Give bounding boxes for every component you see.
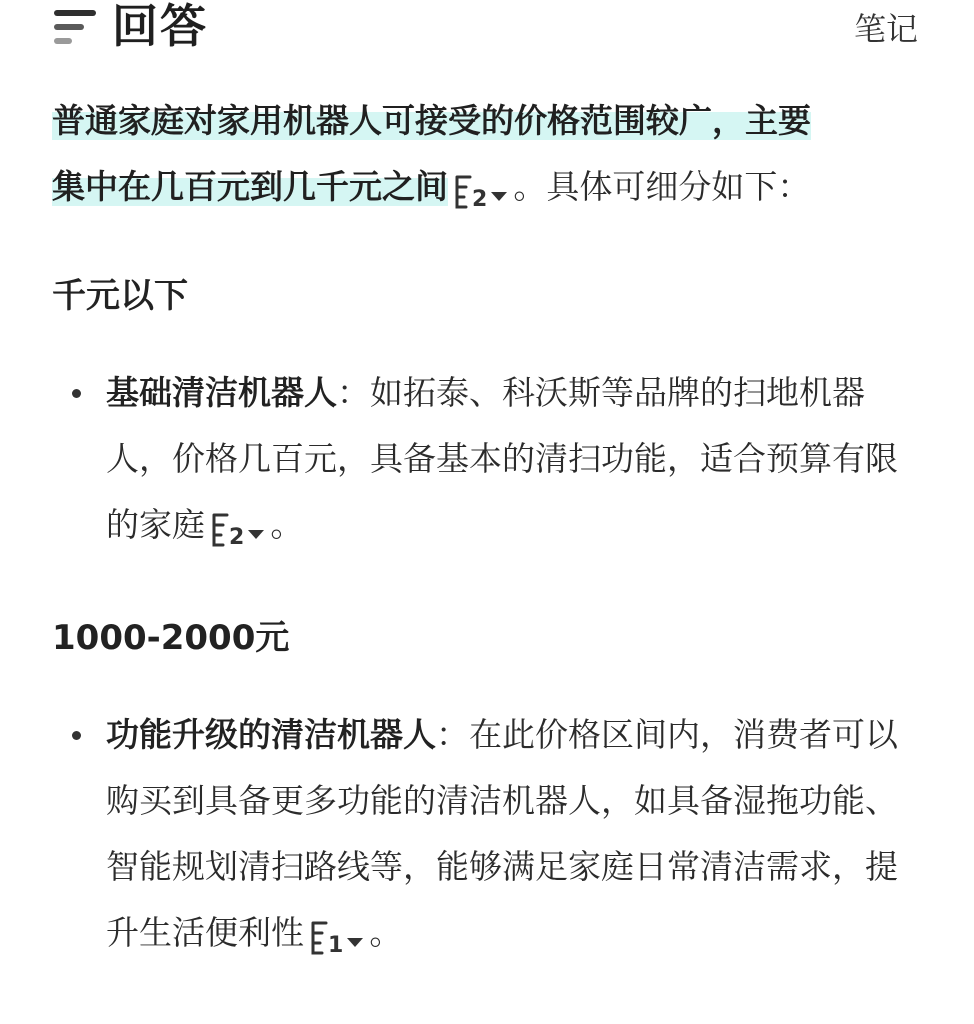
item-end: 。 (270, 505, 304, 544)
chevron-down-icon (491, 192, 507, 201)
list-item (52, 360, 928, 558)
document-icon (454, 175, 474, 209)
bullet-icon (72, 389, 81, 398)
header-bar (0, 0, 974, 64)
page-title: 回答 (112, 0, 208, 53)
item-heading: 功能升级的清洁机器人 (106, 715, 436, 754)
highlighted-text: 普通家庭对家用机器人可接受的价格范围较广，主要 (52, 101, 811, 140)
intro-rest-text: 。具体可细分如下： (513, 167, 811, 206)
item-text: ：在此价格区间内，消费者可以购买到具备更多功能的清洁机器人，如具备湿拖功能、智能规划清扫路线等，能够满足家庭日常清洁需求，提升生活便利性 (106, 715, 898, 952)
notes-button[interactable]: 笔记 (853, 10, 918, 48)
citation-button[interactable] (310, 915, 363, 958)
document-icon (211, 513, 231, 547)
document-icon (310, 921, 330, 955)
citation-number: 2 (472, 186, 488, 212)
item-heading: 基础清洁机器人 (106, 373, 337, 412)
citation-number: 2 (229, 524, 245, 550)
item-text: ：如拓泰、科沃斯等品牌的扫地机器人，价格几百元，具备基本的清扫功能，适合预算有限的家庭 (106, 373, 898, 544)
intro-paragraph (52, 88, 928, 220)
answer-content (52, 88, 928, 966)
citation-button[interactable] (211, 507, 264, 550)
citation-button[interactable] (454, 169, 507, 212)
bullet-icon (72, 731, 81, 740)
section-title: 1000-2000元 (52, 618, 290, 658)
sort-lines-icon[interactable] (54, 4, 98, 46)
highlighted-text: 集中在几百元到几千元之间 (52, 167, 448, 206)
item-end: 。 (369, 913, 403, 952)
chevron-down-icon (248, 530, 264, 539)
chevron-down-icon (347, 938, 363, 947)
citation-number: 1 (328, 932, 344, 958)
section-title: 千元以下 (52, 276, 188, 316)
list-item (52, 702, 928, 966)
